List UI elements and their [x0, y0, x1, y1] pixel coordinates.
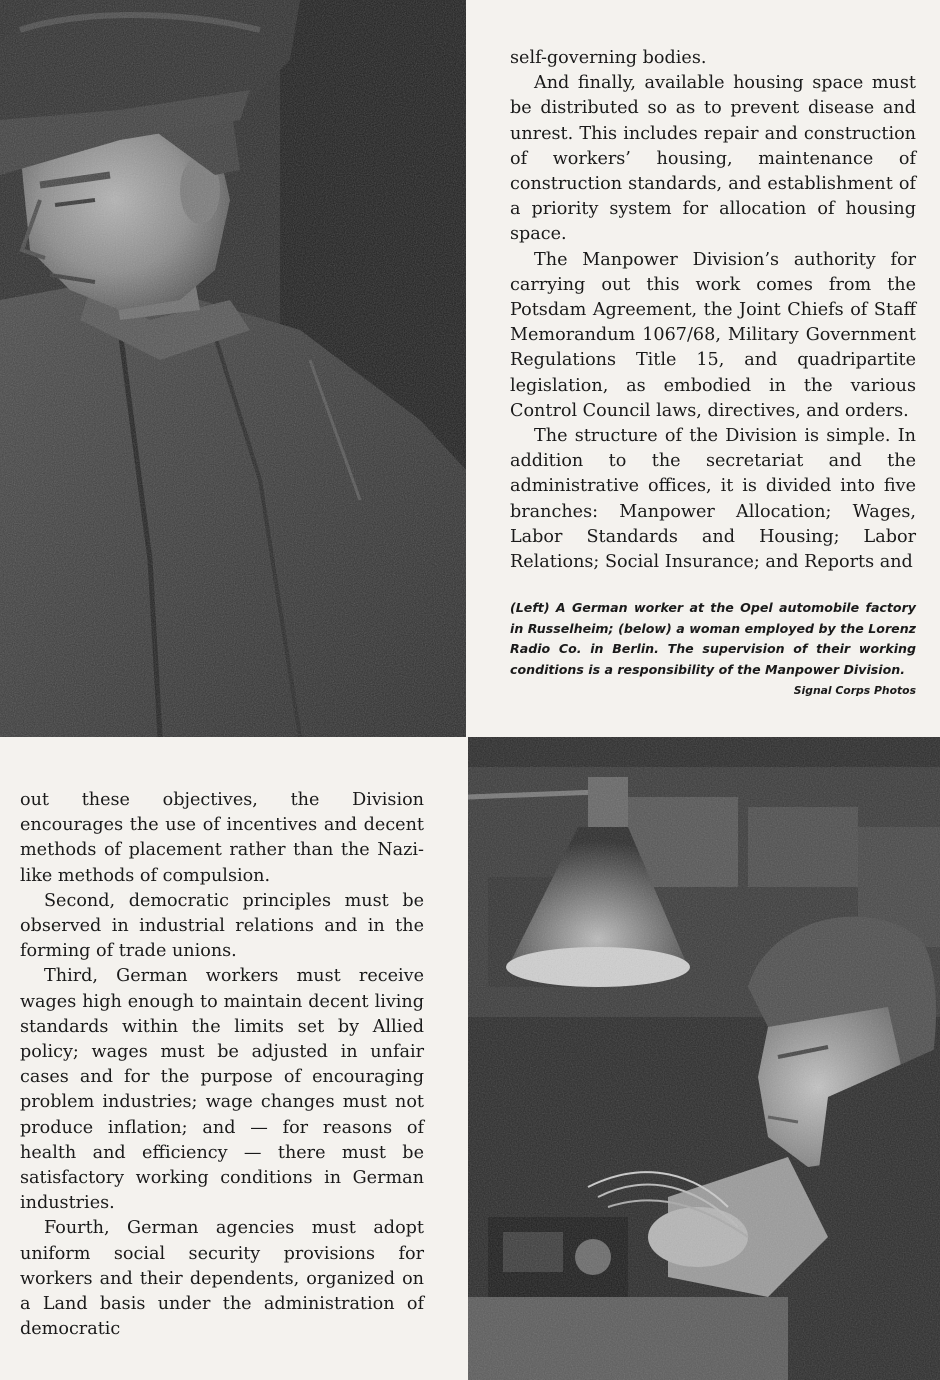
caption-text: (Left) A German worker at the Opel automobile factory in Russelheim; (below) a woman employed by the Lorenz Radio Co. in Berlin. The supervision of their working conditions is a responsibility of the Manpower Division. [510, 600, 916, 677]
article-column-top [510, 46, 916, 575]
worker-photo [0, 0, 466, 737]
radio-worker-photo-image [468, 737, 940, 1380]
photo-caption [510, 598, 916, 702]
article-column-bottom [20, 788, 424, 1342]
paragraph: out these objectives, the Division encourages the use of incentives and decent methods of placement rather than the Nazi-like methods of compulsion. [20, 790, 424, 886]
paragraph: Second, democratic principles must be observed in industrial relations and in the forming of trade unions. [20, 890, 424, 962]
photo-credit: Signal Corps Photos [793, 684, 916, 698]
paragraph: And finally, available housing space must be distributed so as to prevent disease and unrest. This includes repair and construction of workers’ housing, maintenance of construction standards, and establishment of a priority system for allocation of housing space. [510, 73, 916, 245]
paragraph: The Manpower Division’s authority for carrying out this work comes from the Potsdam Agreement, the Joint Chiefs of Staff Memorandum 1067/68, Military Government Regulations Title 15, and quadripartite legislation, as embodied in the various Control Council laws, directives, and orders. [510, 249, 916, 421]
paragraph: Fourth, German agencies must adopt uniform social security provisions for workers and their dependents, organized on a Land basis under the administration of democratic [20, 1218, 424, 1340]
paragraph: self-governing bodies. [510, 48, 707, 68]
radio-worker-photo [468, 737, 940, 1380]
paragraph: Third, German workers must receive wages high enough to maintain decent living standards within the limits set by Allied policy; wages must be adjusted in unfair cases and for the purpose of encouraging problem industries; wage changes must not produce inflation; and — for reasons of health and efficiency — there must be satisfactory working conditions in German industries. [20, 966, 424, 1214]
worker-photo-image [0, 0, 466, 737]
paragraph: The structure of the Division is simple. In addition to the secretariat and the administrative offices, it is divided into five branches: Manpower Allocation; Wages, Labor Standards and Housing; Labor Relations; Social Insurance; and Reports and [510, 426, 916, 573]
